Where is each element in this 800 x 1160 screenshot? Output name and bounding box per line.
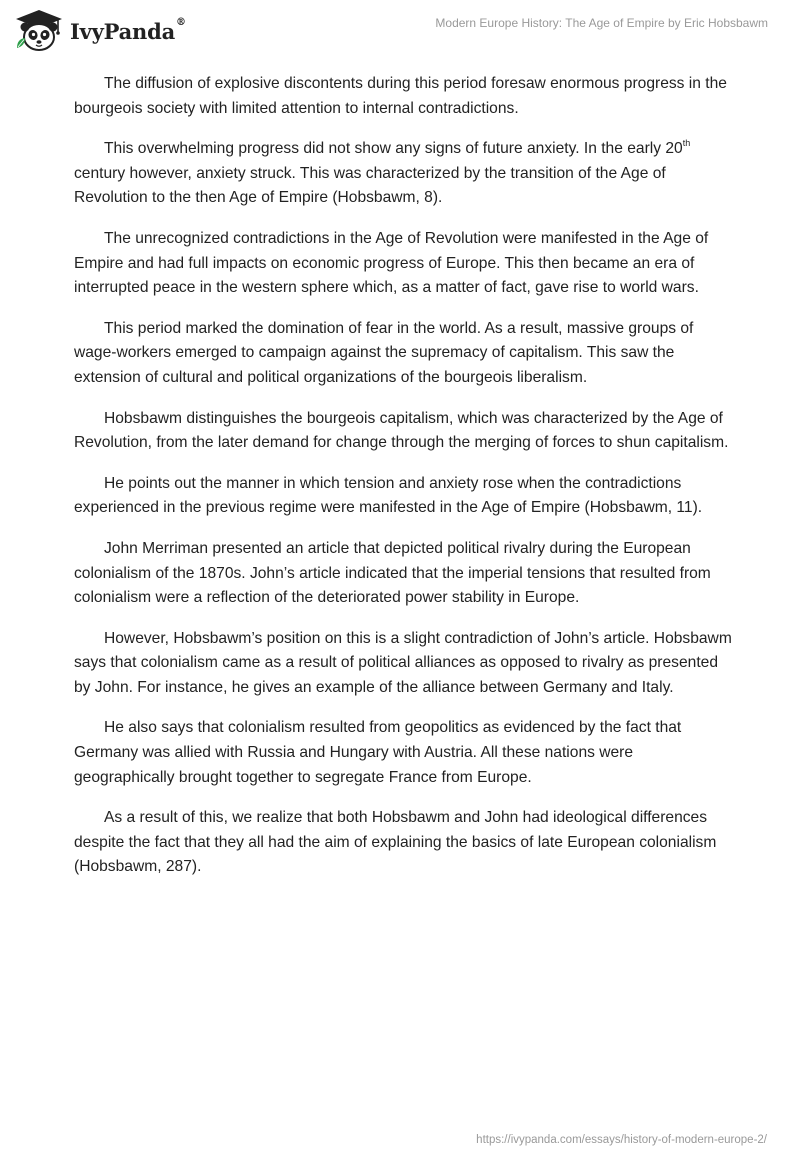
essay-paragraph: He also says that colonialism resulted from geopolitics as evidenced by the fact that Germany was allied with Russia and Hungary with Austria. All these nations were geographically brought together to segregate France from Europe. [74, 719, 682, 786]
essay-paragraph: Hobsbawm distinguishes the bourgeois capitalism, which was characterized by the Age of Revolution, from the later demand for change through the merging of forces to shun capitalism. [74, 409, 729, 452]
essay-paragraph: The diffusion of explosive discontents during this period foresaw enormous progress in the bourgeois society with limited attention to internal contradictions. [74, 75, 727, 117]
essay-paragraph: This overwhelming progress did not show any signs of future anxiety. In the early 20th century however, anxiety struck. This was characterized by the transition of the Age of Revolution to the then Age of Empire (Hobsbawm, 8). [74, 138, 691, 207]
registered-mark: ® [176, 16, 186, 28]
essay-paragraph: He points out the manner in which tension and anxiety rose when the contradictions experienced in the previous regime were manifested in the Age of Empire (Hobsbawm, 11). [74, 474, 703, 517]
ordinal-superscript: th [682, 138, 691, 148]
document-title: Modern Europe History: The Age of Empire by Eric Hobsbawm [435, 16, 768, 30]
source-url[interactable]: https://ivypanda.com/essays/history-of-modern-europe-2/ [476, 1134, 767, 1146]
panda-graduation-cap-logo-icon [14, 8, 64, 52]
ivypanda-logo[interactable] [14, 8, 186, 52]
brand-name: IvyPanda® [70, 16, 186, 44]
essay-paragraph: John Merriman presented an article that depicted political rivalry during the European colonialism of the 1870s. John’s article indicated that the imperial tensions that resulted from colonialism were a reflection of the deteriorated power stability in Europe. [74, 539, 711, 607]
essay-paragraph: However, Hobsbawm’s position on this is a slight contradiction of John’s article. Hobsbawm says that colonialism came as a result of political alliances as opposed to rivalry as presented by John. For instance, he gives an example of the alliance between Germany and Italy. [74, 629, 732, 696]
essay-body [74, 72, 734, 896]
essay-paragraph: The unrecognized contradictions in the Age of Revolution were manifested in the Age of Empire and had full impacts on economic progress of Europe. This then became an era of interrupted peace in the western sphere which, as a matter of fact, gave rise to world wars. [74, 229, 709, 297]
page-header [0, 0, 800, 60]
essay-paragraph: As a result of this, we realize that both Hobsbawm and John had ideological differences despite the fact that they all had the aim of explaining the basics of late European colonialism (Hobsbawm, 287). [74, 809, 717, 876]
essay-paragraph: This period marked the domination of fear in the world. As a result, massive groups of wage-workers emerged to campaign against the supremacy of capitalism. This saw the extension of cultural and political organizations of the bourgeois liberalism. [74, 319, 694, 386]
